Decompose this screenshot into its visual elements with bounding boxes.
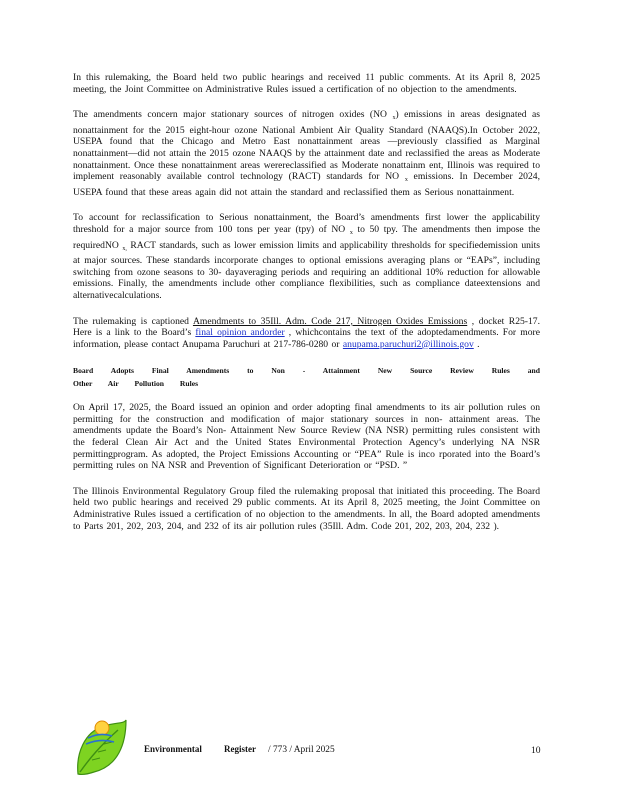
publication-name-part1: Environmental [144, 744, 202, 754]
nox-subscript: x [392, 115, 396, 122]
page-number: 10 [531, 745, 541, 756]
p4-part-b: , docket R25-17. Here is a link to the Board’s [73, 315, 540, 339]
p3-part-a: To account for reclassification to Serious nonattainment, the Board’s amendments first lower the applicability threshold for a major source from 100 tons per year (tpy) of NO [73, 212, 540, 235]
contact-email-link[interactable]: anupama.paruchuri2@illinois.gov [342, 338, 474, 350]
nox-subscript: x [404, 177, 408, 184]
p4-part-d: . [473, 338, 480, 350]
p4-part-c: , whichcontains the text of the adoptedamendments. For more information, please contact Anupama Paruchuri at 217-786-0280 or [73, 327, 540, 350]
nox-subscript: x [349, 229, 353, 236]
p3-part-b: to 50 tpy. The amendments then impose the requiredNO [73, 223, 540, 251]
nox-subscript: x, [122, 245, 127, 252]
paragraph-3 [73, 212, 540, 301]
paragraph-6: The Illinois Environmental Regulatory Group filed the rulemaking proposal that initiated this proceeding. The Board held two public hearings and received 29 public comments. At its April 8, 2025 meeting, the Joint Committee on Administrative Rules issued a certification of no objection to the amendments. In all, the Board adopted amendments to Parts 201, 202, 203, 204, and 232 of its air pollution rules (35Ill. Adm. Code 201, 202, 203, 204, 232 ). [73, 485, 540, 532]
final-opinion-link[interactable]: final opinion andorder [195, 327, 285, 339]
p2-part-a: The amendments concern major stationary sources of nitrogen oxides (NO [73, 109, 387, 121]
paragraph-4 [73, 316, 540, 351]
paragraph-5: On April 17, 2025, the Board issued an opinion and order adopting final amendments to its air pollution rules on permitting for the construction and modification of major stationary sources in non- attainment areas. The amendments update the Board’s Non- Attainment New Source Review (NA NSR) permitting rules consistent with the federal Clean Air Act and the United States Environmental Protection Agency’s underlying NA NSR permittingprogram. As adopted, the Project Emissions Accounting or “PEA” Rule is inco rporated into the Board’s permitting rules on NA NSR and Prevention of Significant Deterioration or “PSD. ” [73, 402, 540, 472]
p3-part-c: RACT standards, such as lower emission limits and applicability thresholds for specifiedemission units at major sources. These standards incorporate changes to optional emissions averaging plans or “EAPs”, including switching from ozone seasons to 30- dayaveraging periods and requiring an additional 10% reduction for allowable emissions. Finally, the amendments include other compliance flexibilities, such as compliance dateextensions and alternativecalculations. [73, 239, 540, 301]
document-body [73, 72, 540, 546]
issue-info: / 773 / April 2025 [268, 745, 335, 755]
rulemaking-caption-link[interactable]: Amendments to 35Ill. Adm. Code 217, Nitrogen Oxides Emissions [192, 315, 468, 327]
section-heading: Board Adopts Final Amendments to Non - Attainment New Source Review Rules and Other Air Pollution Rules [73, 366, 540, 389]
page-footer [0, 712, 618, 782]
paragraph-1: In this rulemaking, the Board held two public hearings and received 11 public comments. At its April 8, 2025 meeting, the Joint Committee on Administrative Rules issued a certification of no objection to the amendments. [73, 72, 540, 95]
paragraph-2 [73, 109, 540, 198]
leaf-logo-icon [72, 714, 128, 778]
publication-name-part2: Register [224, 744, 256, 754]
p4-part-a: The rulemaking is captioned [73, 315, 193, 327]
p2-part-c: emissions. In December 2024, USEPA found that these areas again did not attain the standard and reclassified them as Serious nonattainment. [73, 171, 540, 198]
p2-part-b: ) emissions in areas designated as nonattainment for the 2015 eight-hour ozone National Ambient Air Quality Standard (NAAQS).In October 2022, USEPA found that the Chicago and Metro East nonattainment areas —previously classified as Marginal nonattainment—did not attain the 2015 ozone NAAQS by the attainment date and reclassified the areas as Moderate nonattainment. Once these nonattainment areas werereclassified as Moderate nonattainm ent, Illinois was required to implement reasonably available control technology (RACT) standards for NO [73, 109, 540, 183]
